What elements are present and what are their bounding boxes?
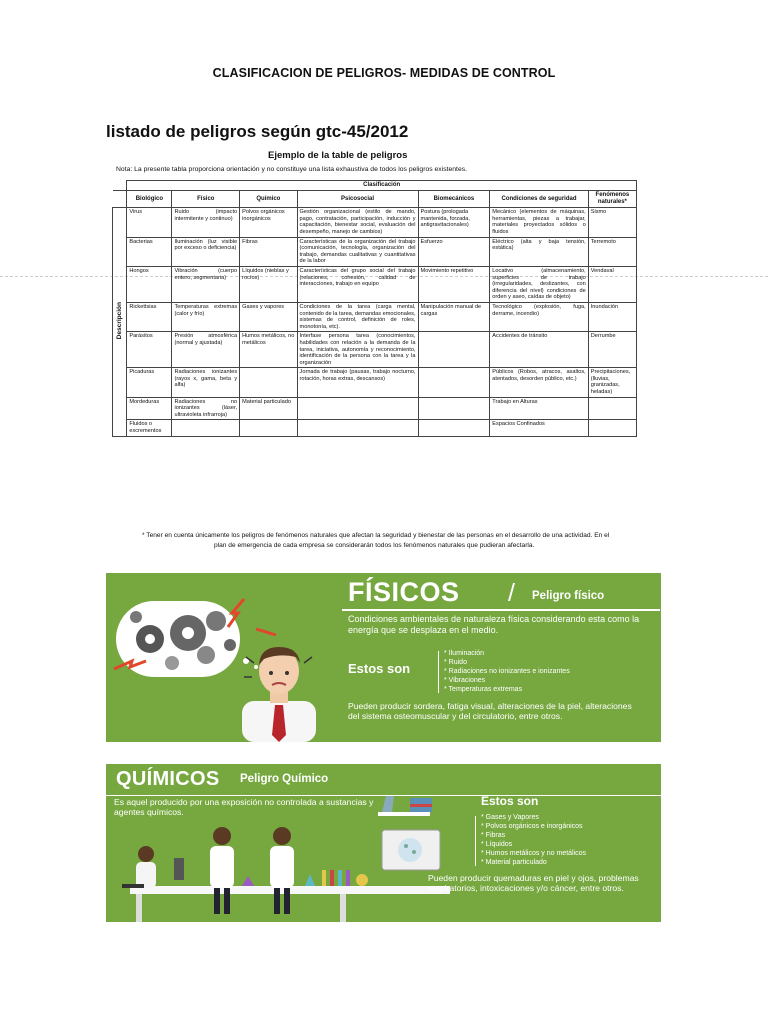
table-cell: Eléctrico (alta y baja tensión, estática): [490, 237, 588, 266]
title-underline: [342, 609, 660, 611]
table-group-row: [113, 181, 637, 191]
table-cell: Virus: [127, 208, 172, 237]
table-cell: Terremoto: [588, 237, 636, 266]
table-cell: Temperaturas extremas (calor y frío): [172, 302, 240, 331]
table-cell: Gases y vapores: [240, 302, 297, 331]
list-item: * Líquidos: [481, 841, 586, 850]
table-row: [113, 302, 637, 331]
man-illustration: [224, 643, 334, 742]
table-row: [113, 237, 637, 266]
quimicos-effects: Pueden producir quemaduras en piel y ojos, problemas respiratorios, intoxicaciones y/o cáncer, entre otros.: [428, 873, 639, 893]
table-footnote: * Tener en cuenta únicamente los peligros de fenómenos naturales que afectan la seguridad y bienestar de las personas en el desarrollo de una actividad. En el: [142, 532, 610, 539]
table-cell: Postura (prologada mantenida, forzada, antigravitacionales): [418, 208, 490, 237]
table-cell: Parásitos: [127, 332, 172, 368]
table-header-row: [113, 191, 637, 208]
list-item: * Ruido: [444, 658, 570, 667]
table-cell: Material particulado: [240, 397, 297, 420]
table-cell: Mecánico (elementos de máquinas, herramientas, piezas a trabajar, materiales proyectados sólidos o fluidos: [490, 208, 588, 237]
list-item: * Polvos orgánicos e inorgánicos: [481, 823, 586, 832]
table-body: [113, 208, 637, 436]
table-cell: Esfuerzo: [418, 237, 490, 266]
table-row: [113, 266, 637, 302]
table-cell: Condiciones de la tarea (carga mental, contenido de la tarea, demandas emocionales, sistemas de control, definición de roles, monotonía, etc).: [297, 302, 418, 331]
table-note: Nota: La presente tabla proporciona orientación y no constituye una lista exhaustiva de todos los peligros existentes.: [116, 166, 468, 173]
quimicos-definition: Es aquel producido por una exposición no controlada a sustancias y agentes químicos.: [114, 797, 374, 818]
table-cell: [418, 397, 490, 420]
table-cell: Sismo: [588, 208, 636, 237]
table-cell: Humos metálicos, no metálicos: [240, 332, 297, 368]
quimicos-subtitle: Peligro Químico: [240, 773, 329, 785]
table-row: [113, 420, 637, 436]
column-header: Fenómenos naturales*: [588, 191, 636, 208]
column-header: Biológico: [127, 191, 172, 208]
table-cell: Gestión organizacional (estilo de mando, pago, contratación, participación, inducción y capacitación, bienestar social, evaluación del desempeño, manejo de cambios): [297, 208, 418, 237]
table-cell: Iluminación (luz visible por exceso o deficiencia): [172, 237, 240, 266]
table-cell: Jornada de trabajo (pausas, trabajo nocturno, rotación, horas extras, descansos): [297, 368, 418, 397]
list-item: * Fibras: [481, 832, 586, 841]
quimicos-list: [481, 814, 586, 868]
table-cell: [588, 397, 636, 420]
table-row: [113, 397, 637, 420]
table-cell: Trabajo en Alturas: [490, 397, 588, 420]
section-subtitle: listado de peligros según gtc-45/2012: [106, 122, 409, 141]
table-cell: [418, 420, 490, 436]
table-cell: Presión atmosférica (normal y ajustada): [172, 332, 240, 368]
quimicos-infographic: [106, 764, 661, 922]
table-cell: Mordeduras: [127, 397, 172, 420]
fisicos-estos-son: Estos son: [348, 661, 411, 676]
list-item: * Iluminación: [444, 649, 570, 658]
fisicos-effects: Pueden producir sordera, fatiga visual, alteraciones de la piel, alteraciones del sistema osteomuscular y del circulatorio, entre otros.: [348, 701, 632, 722]
list-bracket: [475, 816, 476, 866]
list-item: * Gases y Vapores: [481, 814, 586, 823]
table-row: [113, 332, 637, 368]
quimicos-estos-son: Estos son: [481, 794, 539, 808]
table-corner: [113, 181, 127, 191]
table-group-label: Clasificación: [127, 181, 637, 191]
hazard-table: [112, 180, 637, 437]
table-cell: Características de la organización del trabajo (comunicación, tecnología, organización del trabajo, demandas cualitativas y cuantitativas de la labor: [297, 237, 418, 266]
table-cell: Interfase persona tarea (conocimientos, habilidades con relación a la demanda de la tarea, iniciativa, autonomía y reconocimiento, identificación de la persona con la tarea y la organización: [297, 332, 418, 368]
fisicos-subtitle: Peligro físico: [532, 590, 605, 602]
table-cell: Locativo (almacenamiento, superficies de trabajo (irregularidades, deslizantes, con diferencia del nivel) condiciones de orden y aseo, caídas de objeto): [490, 266, 588, 302]
list-item: * Material particulado: [481, 859, 586, 868]
table-cell: [297, 397, 418, 420]
table-cell: [418, 332, 490, 368]
table-cell: Derrumbe: [588, 332, 636, 368]
list-item: * Radiaciones no ionizantes e ionizantes: [444, 667, 570, 676]
table-cell: Hongos: [127, 266, 172, 302]
fisicos-infographic: [106, 573, 661, 742]
column-header: Físico: [172, 191, 240, 208]
table-cell: Radiaciones ionizantes (rayos x, gama, beta y alfa): [172, 368, 240, 397]
table-cell: Precipitaciones, (lluvias, granizadas, heladas): [588, 368, 636, 397]
lab-illustration: [110, 784, 450, 922]
table-cell: [297, 420, 418, 436]
title-separator: /: [508, 579, 515, 607]
table-cell: Espacios Confinados: [490, 420, 588, 436]
table-cell: [240, 368, 297, 397]
table-cell: [418, 368, 490, 397]
fisicos-title: FÍSICOS: [348, 577, 460, 607]
table-cell: Polvos orgánicos inorgánicos: [240, 208, 297, 237]
table-cell: Vendaval: [588, 266, 636, 302]
table-cell: Inundación: [588, 302, 636, 331]
table-cell: Picaduras: [127, 368, 172, 397]
table-footnote-continued: plan de emergencia de cada empresa se considerarán todos los fenómenos naturales que pudieran afectarla.: [214, 542, 535, 549]
list-item: * Temperaturas extremas: [444, 685, 570, 694]
table-cell: Líquidos (nieblas y rocíos): [240, 266, 297, 302]
fisicos-definition: Condiciones ambientales de naturaleza física considerando esta como la energía que se desplaza en el medio.: [348, 614, 640, 635]
column-header: Biomecánicos: [418, 191, 490, 208]
table-heading: Ejemplo de la table de peligros: [268, 150, 408, 161]
fisicos-list: [444, 649, 570, 694]
table-row: [113, 208, 637, 237]
table-corner-2: [113, 191, 127, 208]
list-item: * Vibraciones: [444, 676, 570, 685]
column-header: Condiciones de seguridad: [490, 191, 588, 208]
table-cell: Accidentes de tránsito: [490, 332, 588, 368]
document-title: CLASIFICACION DE PELIGROS- MEDIDAS DE CONTROL: [212, 66, 556, 80]
quimicos-title: QUÍMICOS: [116, 768, 220, 790]
table-cell: Características del grupo social del trabajo (relaciones, cohesión, calidad de interacciones, trabajo en equipo: [297, 266, 418, 302]
table-cell: Bacterias: [127, 237, 172, 266]
table-cell: Radiaciones no ionizantes (láser, ultravioleta infrarroja): [172, 397, 240, 420]
table-cell: [240, 420, 297, 436]
table-row: [113, 368, 637, 397]
table-cell: Rickettsias: [127, 302, 172, 331]
table-cell: Ruido (impacto intermitente y continuo): [172, 208, 240, 237]
table-cell: Manipulación manual de cargas: [418, 302, 490, 331]
table-cell: Vibración (cuerpo entero, segmentaria): [172, 266, 240, 302]
table-cell: Movimiento repetitivo: [418, 266, 490, 302]
row-group-label: [113, 208, 127, 436]
column-header: Psicosocial: [297, 191, 418, 208]
table-cell: Tecnológico (explosión, fuga, derrame, incendio): [490, 302, 588, 331]
table-cell: Fibras: [240, 237, 297, 266]
table-cell: [172, 420, 240, 436]
table-cell: Públicos (Robos, atracos, asaltos, atentados, desorden público, etc.): [490, 368, 588, 397]
table-cell: [588, 420, 636, 436]
list-item: * Humos metálicos y no metálicos: [481, 850, 586, 859]
list-bracket: [438, 651, 439, 693]
description-label: Descripción: [115, 302, 123, 340]
table-cell: Fluidos o excrementos: [127, 420, 172, 436]
column-header: Químico: [240, 191, 297, 208]
